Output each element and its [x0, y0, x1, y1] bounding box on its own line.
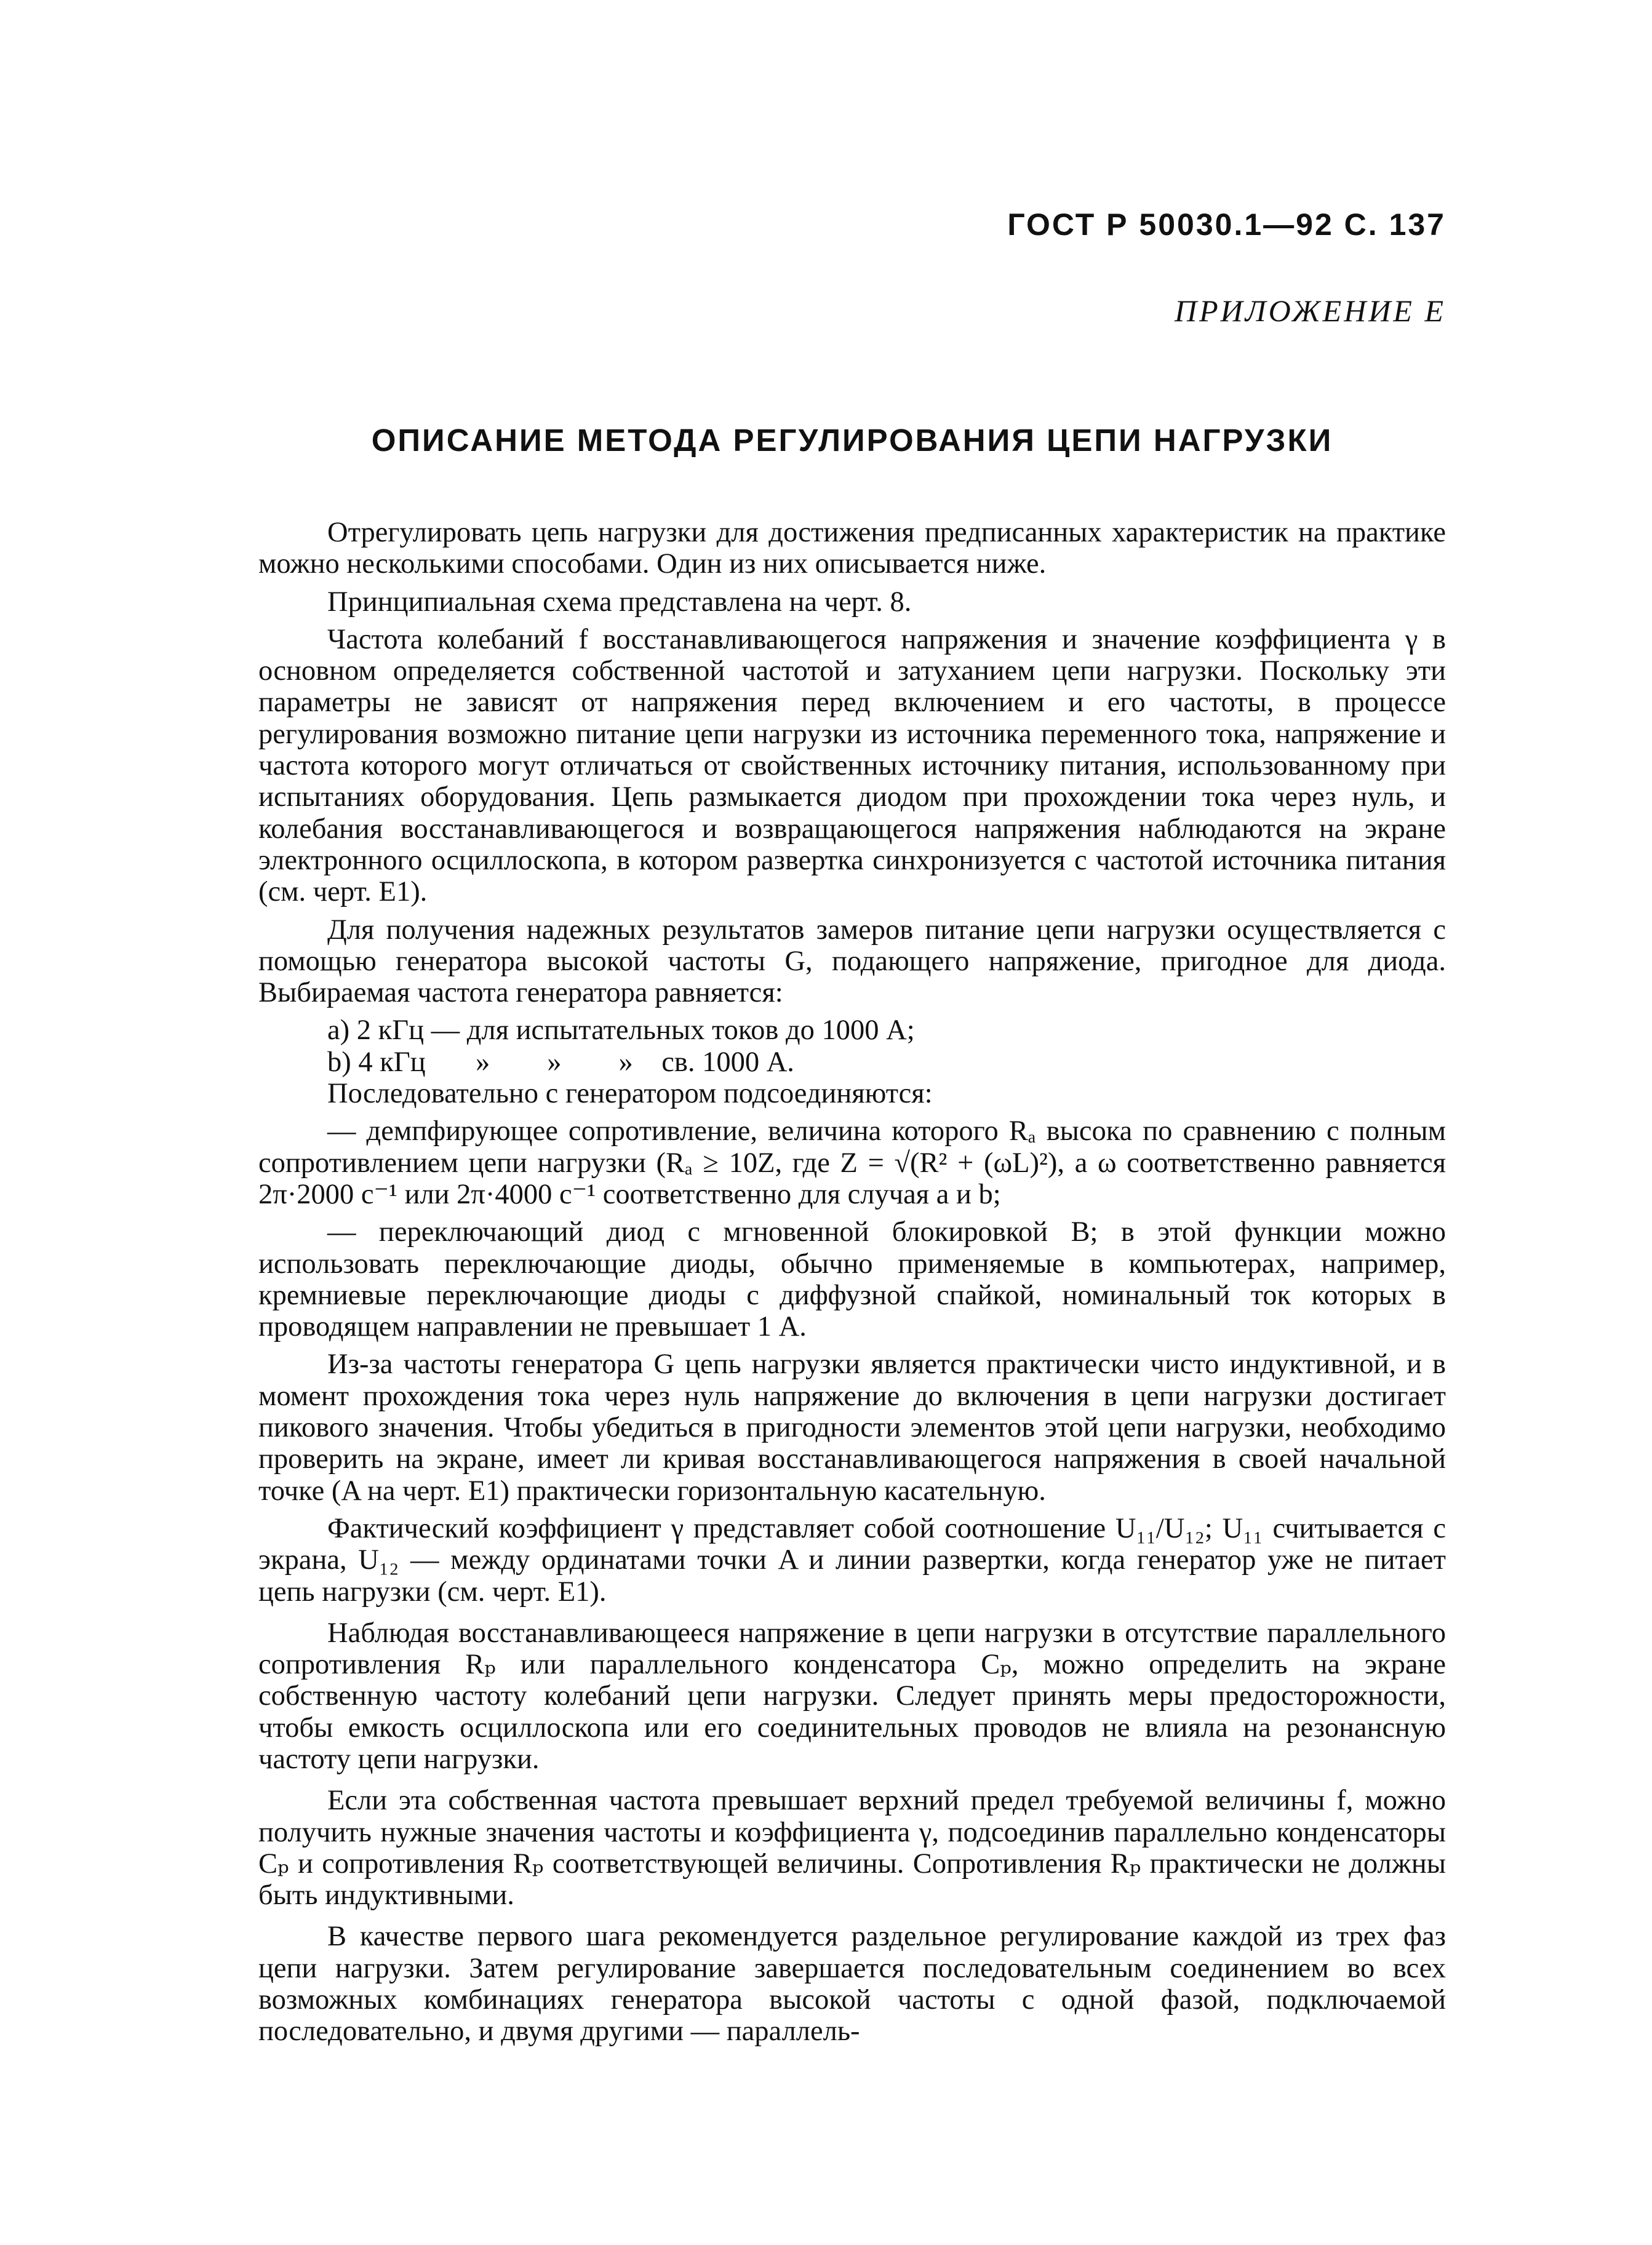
paragraph: В качестве первого шага рекомендуется раздельное регулирование каждой из трех фаз цепи нагрузки. Затем регулирование завершается последовательным соединением во всех возможных комбинациях генератора высокой частоты с одной фазой, подключаемой последовательно, и двумя другими — параллель-	[258, 1921, 1446, 2048]
document-body	[258, 517, 1446, 2048]
list-item-a: a) 2 кГц — для испытательных токов до 1000 А;	[327, 1015, 915, 1047]
paragraph: Последовательно с генератором подсоединяются:	[327, 1078, 933, 1110]
paragraph: — демпфирующее сопротивление, величина которого Rₐ высока по сравнению с полным сопротивлением цепи нагрузки (Rₐ ≥ 10Z, где Z = √(R² + (ωL)²), а ω соответственно равняется 2π·2000 с⁻¹ или 2π·4000 с⁻¹ соответственно для случая a и b;	[258, 1115, 1446, 1210]
paragraph: Наблюдая восстанавливающееся напряжение в цепи нагрузки в отсутствие параллельного сопротивления Rₚ или параллельного конденсатора Cₚ, можно определить на экране собственную частоту колебаний цепи нагрузки. Следует принять меры предосторожности, чтобы емкость осциллоскопа или его соединительных проводов не влияла на резонансную частоту цепи нагрузки.	[258, 1617, 1446, 1775]
annex-label: ПРИЛОЖЕНИЕ Е	[1175, 293, 1446, 328]
paragraph: Для получения надежных результатов замеров питание цепи нагрузки осуществляется с помощью генератора высокой частоты G, подающего напряжение, пригодное для диода. Выбираемая частота генератора равняется:	[258, 914, 1446, 1009]
page-header: ГОСТ Р 50030.1—92 С. 137	[1007, 207, 1446, 242]
paragraph: Из-за частоты генератора G цепь нагрузки является практически чисто индуктивной, и в момент прохождения тока через нуль напряжение до включения в цепи нагрузки достигает пикового значения. Чтобы убедиться в пригодности элементов этой цепи нагрузки, необходимо проверить на экране, имеет ли кривая восстанавливающегося напряжения в своей начальной точке (A на черт. Е1) практически горизонтальную касательную.	[258, 1349, 1446, 1507]
document-page	[258, 203, 1446, 2184]
paragraph: — переключающий диод с мгновенной блокировкой B; в этой функции можно использовать переключающие диоды, обычно применяемые в компьютерах, например, кремниевые переключающие диоды с диффузной спайкой, номинальный ток которых в проводящем направлении не превышает 1 А.	[258, 1216, 1446, 1343]
paragraph: Принципиальная схема представлена на черт. 8.	[327, 586, 912, 618]
paragraph: Отрегулировать цепь нагрузки для достижения предписанных характеристик на практике можно несколькими способами. Один из них описывается ниже.	[258, 517, 1446, 580]
paragraph: Фактический коэффициент γ представляет собой соотношение U₁₁/U₁₂; U₁₁ считывается с экрана, U₁₂ — между ординатами точки A и линии развертки, когда генератор уже не питает цепь нагрузки (см. черт. Е1).	[258, 1512, 1446, 1608]
paragraph: Если эта собственная частота превышает верхний предел требуемой величины f, можно получить нужные значения частоты и коэффициента γ, подсоединив параллельно конденсаторы Cₚ и сопротивления Rₚ соответствующей величины. Сопротивления Rₚ практически не должны быть индуктивными.	[258, 1785, 1446, 1912]
document-title: ОПИСАНИЕ МЕТОДА РЕГУЛИРОВАНИЯ ЦЕПИ НАГРУЗКИ	[371, 423, 1333, 458]
paragraph: Частота колебаний f восстанавливающегося напряжения и значение коэффициента γ в основном определяется собственной частотой и затуханием цепи нагрузки. Поскольку эти параметры не зависят от напряжения перед включением и его частоты, в процессе регулирования возможно питание цепи нагрузки из источника переменного тока, напряжение и частота которого могут отличаться от свойственных источнику питания, использованному при испытаниях оборудования. Цепь размыкается диодом при прохождении тока через нуль, и колебания восстанавливающегося и возвращающегося напряжения наблюдаются на экране электронного осциллоскопа, в котором развертка синхронизуется с частотой источника питания (см. черт. Е1).	[258, 623, 1446, 908]
list-item-b: b) 4 кГц » » » св. 1000 А.	[327, 1046, 794, 1078]
